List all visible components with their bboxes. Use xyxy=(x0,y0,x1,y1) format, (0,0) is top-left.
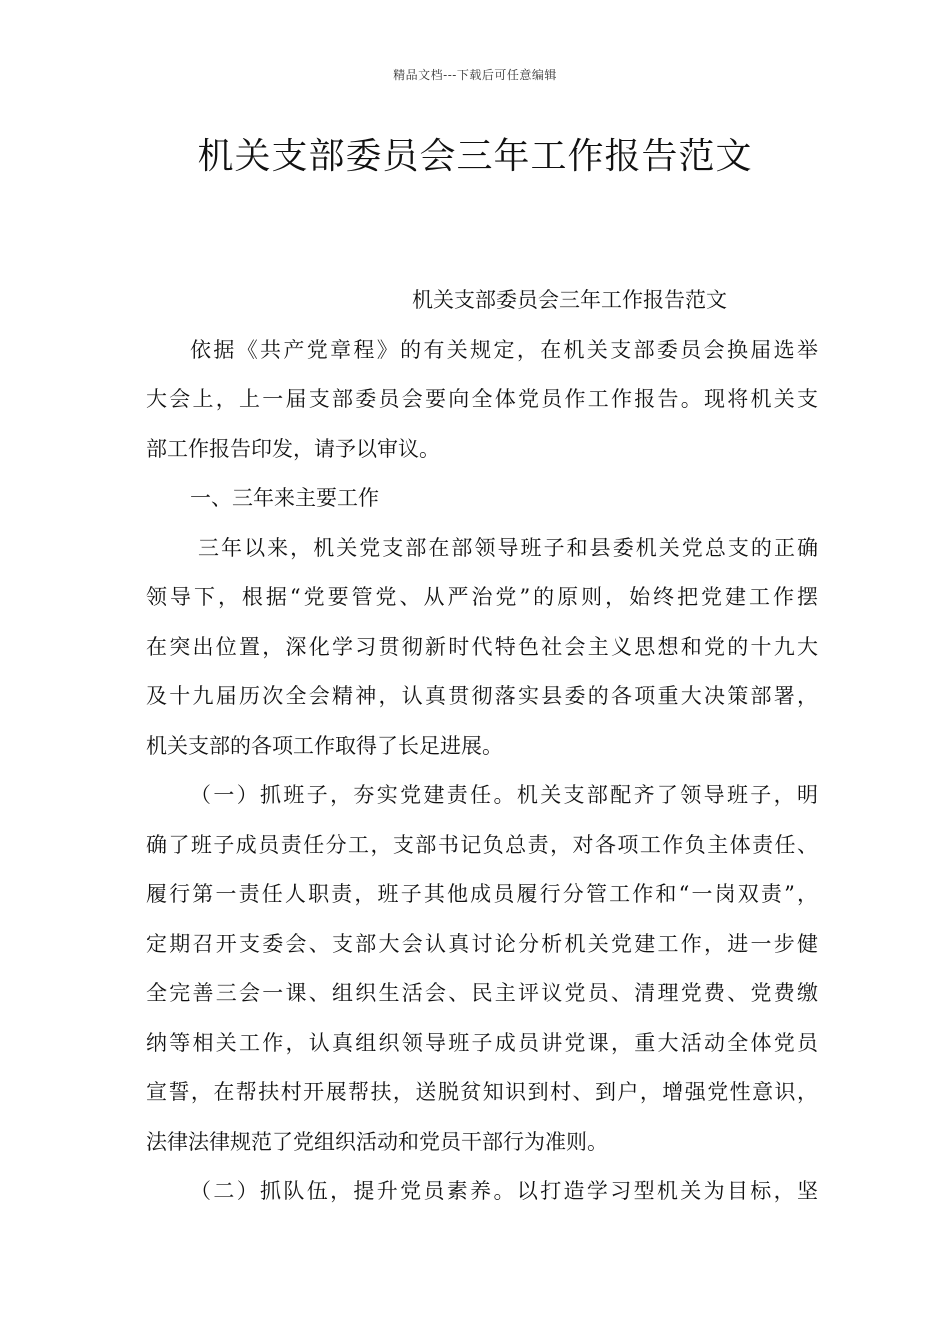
document-title: 机关支部委员会三年工作报告范文 xyxy=(197,136,753,177)
paragraph-line: 纳等相关工作，认真组织领导班子成员讲党课，重大活动全体党员 xyxy=(146,1030,818,1055)
paragraph-line: 及十九届历次全会精神，认真贯彻落实县委的各项重大决策部署， xyxy=(146,684,818,708)
paragraph-line: 法律法律规范了党组织活动和党员干部行为准则。 xyxy=(146,1129,608,1154)
paragraph-line: （一）抓班子，夯实党建责任。机关支部配齐了领导班子，明 xyxy=(190,783,818,807)
paragraph-line: 宣誓，在帮扶村开展帮扶，送脱贫知识到村、到户，增强党性意识， xyxy=(146,1080,818,1104)
paragraph-line: 全完善三会一课、组织生活会、民主评议党员、清理党费、党费缴 xyxy=(146,981,818,1005)
paragraph-line: 依据《共产党章程》的有关规定，在机关支部委员会换届选举 xyxy=(190,337,818,362)
paragraph-line: 部工作报告印发，请予以审议。 xyxy=(146,436,440,461)
paragraph-line: 定期召开支委会、支部大会认真讨论分析机关党建工作，进一步健 xyxy=(146,931,818,956)
document-subtitle: 机关支部委员会三年工作报告范文 xyxy=(412,288,727,312)
section-heading: 一、三年来主要工作 xyxy=(190,486,379,510)
paragraph-line: 在突出位置，深化学习贯彻新时代特色社会主义思想和党的十九大 xyxy=(146,634,818,659)
paragraph-line: 大会上，上一届支部委员会要向全体党员作工作报告。现将机关支 xyxy=(146,387,818,411)
paragraph-line: （二）抓队伍，提升党员素养。以打造学习型机关为目标，坚 xyxy=(190,1179,818,1203)
page-header-note: 精品文档---下载后可任意编辑 xyxy=(393,68,557,82)
paragraph-line: 确了班子成员责任分工，支部书记负总责，对各项工作负主体责任、 xyxy=(146,832,818,857)
paragraph-line: 三年以来，机关党支部在部领导班子和县委机关党总支的正确 xyxy=(198,535,818,560)
document-body xyxy=(146,276,826,1217)
paragraph-line: 机关支部的各项工作取得了长足进展。 xyxy=(146,733,503,758)
paragraph-line: 领导下，根据“党要管党、从严治党”的原则，始终把党建工作摆 xyxy=(146,585,818,609)
paragraph-line: 履行第一责任人职责，班子其他成员履行分管工作和“一岗双责”， xyxy=(146,882,818,906)
